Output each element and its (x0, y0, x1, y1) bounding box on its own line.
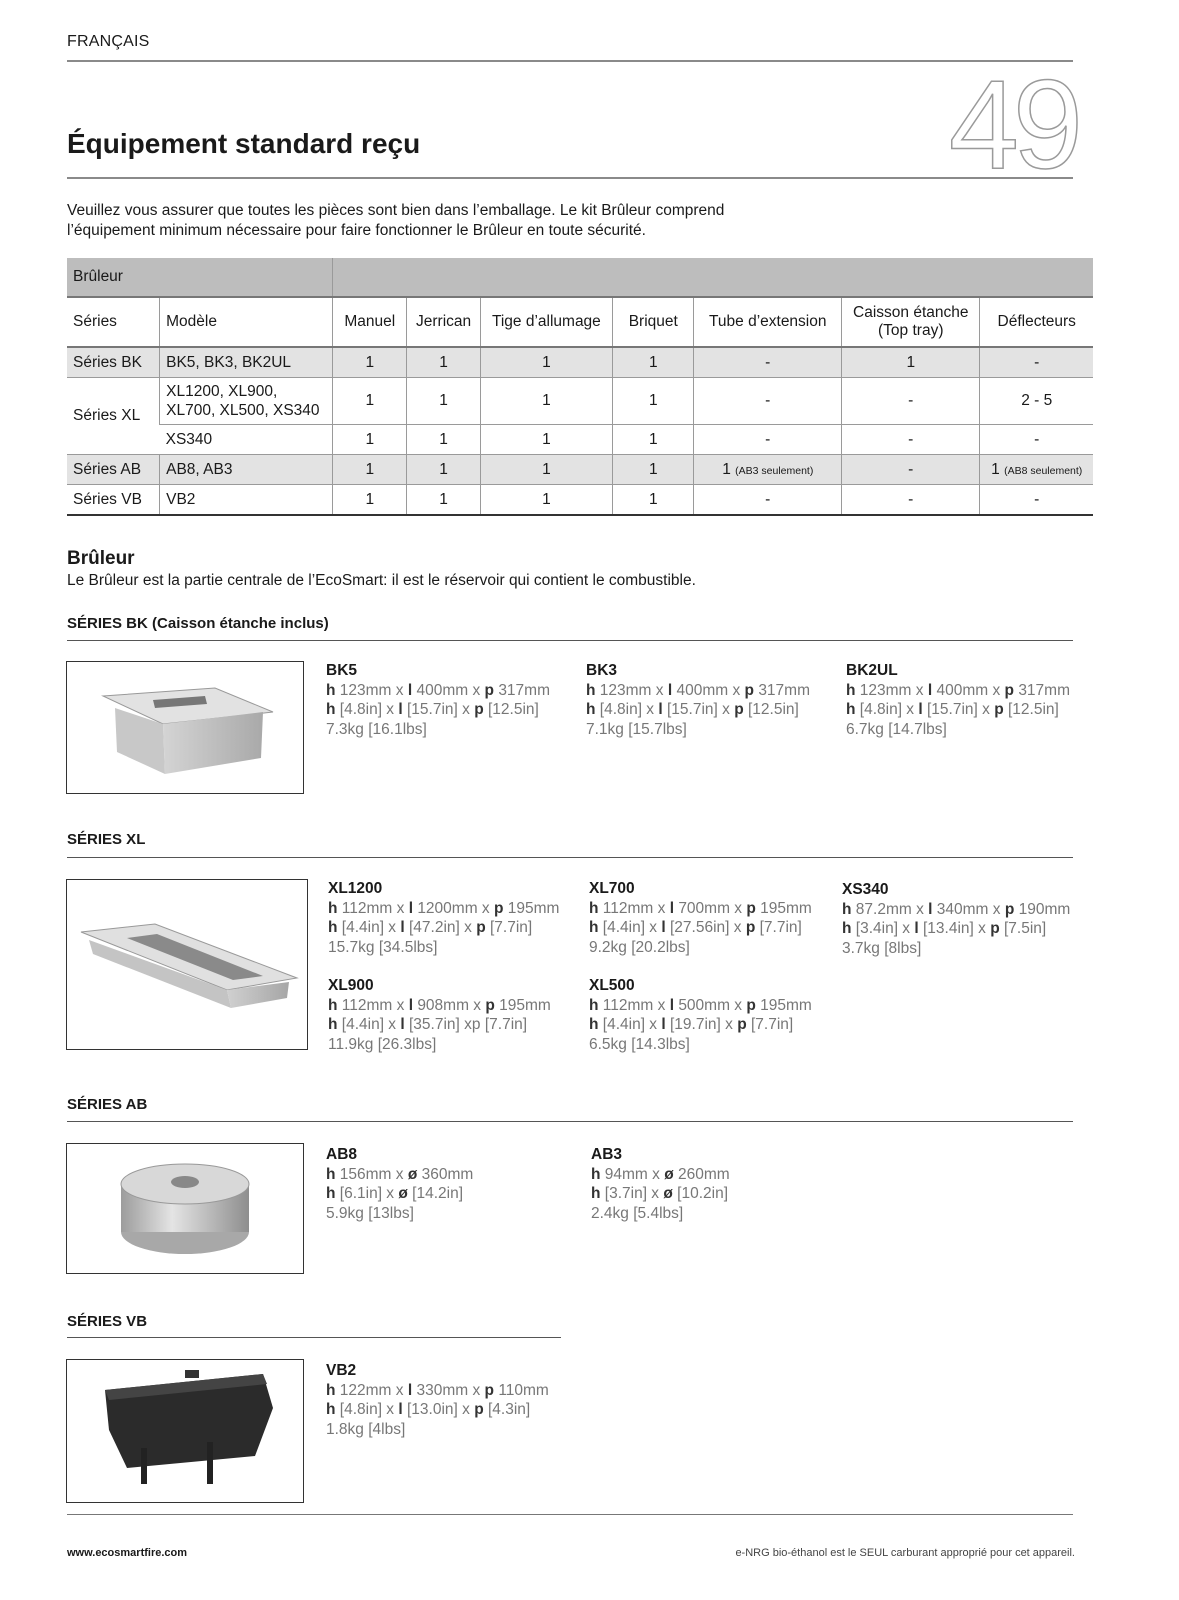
col-series: Séries (67, 297, 160, 347)
series-vb-heading: SÉRIES VB (67, 1313, 148, 1330)
col-manuel: Manuel (333, 297, 407, 347)
col-briquet: Briquet (613, 297, 694, 347)
product-spec: XL1200 h 112mm x l 1200mm x p 195mm h [4.4in] x l [47.2in] x p [7.7in] 15.7kg [34.5lbs] (328, 880, 560, 956)
col-deflecteurs: Déflecteurs (980, 297, 1093, 347)
page-title: Équipement standard reçu (67, 128, 421, 159)
product-spec: XS340 h 87.2mm x l 340mm x p 190mm h [3.4in] x l [13.4in] x p [7.5in] 3.7kg [8lbs] (842, 881, 1071, 957)
title-divider (67, 177, 1073, 179)
footer-note: e-NRG bio-éthanol est le SEUL carburant approprié pour cet appareil. (735, 1547, 1075, 1559)
vb-burner-icon (67, 1360, 303, 1502)
product-spec: BK2UL h 123mm x l 400mm x p 317mm h [4.8in] x l [15.7in] x p [12.5in] 6.7kg [14.7lbs] (846, 662, 1070, 738)
product-spec: XL500 h 112mm x l 500mm x p 195mm h [4.4in] x l [19.7in] x p [7.7in] 6.5kg [14.3lbs] (589, 977, 812, 1053)
col-tube: Tube d’extension (694, 297, 842, 347)
bk-burner-icon (67, 662, 303, 793)
language-label: FRANÇAIS (67, 33, 150, 50)
table-row: Séries XL XL1200, XL900, XL700, XL500, XS340 1 1 1 1 - - 2 - 5 (67, 378, 1093, 425)
table-group-header (67, 258, 1093, 297)
product-spec: AB3 h 94mm x ø 260mm h [3.7in] x ø [10.2in] 2.4kg [5.4lbs] (591, 1146, 730, 1222)
page-number: 49 (948, 54, 1077, 195)
product-spec: BK3 h 123mm x l 400mm x p 317mm h [4.8in] x l [15.7in] x p [12.5in] 7.1kg [15.7lbs] (586, 662, 810, 738)
ab-burner-image (66, 1143, 304, 1274)
footer-divider (67, 1514, 1073, 1515)
vb-burner-image (66, 1359, 304, 1503)
product-spec: AB8 h 156mm x ø 360mm h [6.1in] x ø [14.2in] 5.9kg [13lbs] (326, 1146, 474, 1222)
website-link[interactable]: www.ecosmartfire.com (67, 1547, 188, 1559)
burner-heading: Brûleur (67, 548, 135, 569)
product-spec: VB2 h 122mm x l 330mm x p 110mm h [4.8in] x l [13.0in] x p [4.3in] 1.8kg [4lbs] (326, 1362, 549, 1438)
table-row: Séries AB AB8, AB3 1 1 1 1 1 (AB3 seulement) - 1 (AB8 seulement) (67, 455, 1093, 485)
col-jerrican: Jerrican (407, 297, 480, 347)
intro-text: Veuillez vous assurer que toutes les pièces sont bien dans l’emballage. Le kit Brûleur comprend l’équipement minimum nécessaire pour faire fonctionner le Brûleur en toute sécurité. (67, 202, 725, 239)
table-row: Séries BK BK5, BK3, BK2UL 1 1 1 1 - 1 - (67, 347, 1093, 378)
equipment-table (67, 258, 1093, 516)
col-model: Modèle (160, 297, 333, 347)
xl-burner-icon (67, 880, 307, 1049)
series-bk-heading: SÉRIES BK (Caisson étanche inclus) (67, 615, 329, 632)
series-ab-heading: SÉRIES AB (67, 1096, 148, 1113)
series-xl-heading: SÉRIES XL (67, 831, 146, 848)
product-spec: XL900 h 112mm x l 908mm x p 195mm h [4.4in] x l [35.7in] xp [7.7in] 11.9kg [26.3lbs] (328, 977, 551, 1053)
col-caisson: Caisson étanche (Top tray) (842, 297, 980, 347)
table-row: Séries VB VB2 1 1 1 1 - - - (67, 485, 1093, 516)
product-spec: XL700 h 112mm x l 700mm x p 195mm h [4.4in] x l [27.56in] x p [7.7in] 9.2kg [20.2lbs] (589, 880, 812, 956)
group-header-label: Brûleur (67, 258, 333, 297)
product-spec: BK5 h 123mm x l 400mm x p 317mm h [4.8in] x l [15.7in] x p [12.5in] 7.3kg [16.1lbs] (326, 662, 550, 738)
table-row: XS340 1 1 1 1 - - - (67, 425, 1093, 455)
table-header-row (67, 297, 1093, 347)
bk-burner-image (66, 661, 304, 794)
ab-burner-icon (67, 1144, 303, 1273)
xl-burner-image (66, 879, 308, 1050)
col-tige: Tige d’allumage (480, 297, 612, 347)
burner-description: Le Brûleur est la partie centrale de l’EcoSmart: il est le réservoir qui contient le combustible. (67, 572, 696, 589)
header-divider (67, 60, 1073, 62)
